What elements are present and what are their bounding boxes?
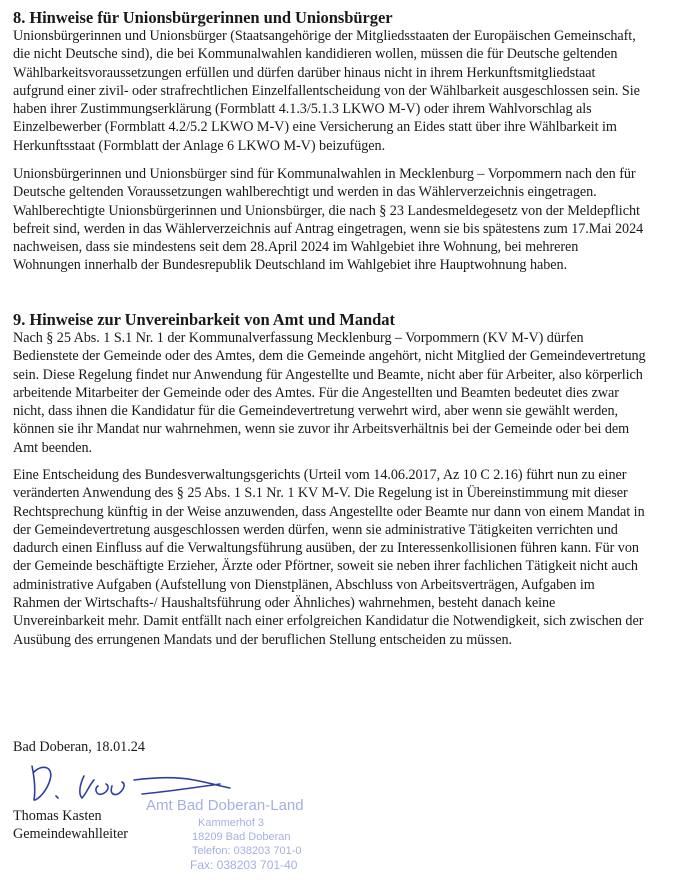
signer-block [13, 807, 128, 843]
text-line: Unvereinbarkeit mehr. Damit entfällt nach einer erfolgreichen Kandidatur die Notwendigkeit, sich zwischen der [13, 613, 644, 630]
signature-stroke [134, 778, 230, 788]
text-line: Ausübung des errungenen Mandats und der beruflichen Stellung entscheiden zu müssen. [13, 631, 512, 648]
text-line: Wahlberechtigte Unionsbürgerinnen und Unionsbürger, die nach § 23 Landesmeldegesetz von der Meldepflicht [13, 202, 640, 219]
text-line: befreit sind, werden in das Wählerverzeichnis auf Antrag eingetragen, wenn sie bis spätestens zum 17.Mai 2024 [13, 220, 644, 237]
signature-stroke [56, 796, 58, 798]
text-line: arbeitende Mitarbeiter der Gemeinde oder des Amtes. Für die Angestellten und Beamten bedeutet dies zwar [13, 384, 619, 401]
stamp-line: Fax: 038203 701-40 [190, 858, 298, 872]
section-8 [13, 8, 693, 155]
text-line: sein. Diese Regelung findet nur Anwendung für Angestellte und Beamte, nicht aber für Arbeiter, also körperlich [13, 366, 643, 383]
stamp-line: 18209 Bad Doberan [192, 831, 291, 843]
text-line: Rahmen der Wirtschafts-/ Haushaltsführung oder Ähnliches) wahrnehmen, besteht danach keine [13, 595, 556, 612]
text-line: Herkunftsstaat (Formblatt der Anlage 6 LKWO M-V) beizufügen. [13, 137, 386, 154]
section-9 [13, 310, 693, 457]
text-line: veränderten Anwendung des § 25 Abs. 1 S.1 Nr. 1 KV M-V. Die Regelung ist in Übereinstimmung mit dieser [13, 485, 628, 502]
stamp-line: Telefon: 038203 701-0 [192, 845, 302, 857]
section-9-paragraph-2 [13, 466, 693, 649]
text-line: Nach § 25 Abs. 1 S.1 Nr. 1 der Kommunalverfassung Mecklenburg – Vorpommern (KV M-V) dürfen [13, 330, 584, 346]
place-date: Bad Doberan, 18.01.24 [13, 739, 145, 755]
section-8-heading: 8. Hinweise für Unionsbürgerinnen und Unionsbürger [13, 8, 393, 27]
text-line: die nicht Deutsche sind), die bei Kommunalwahlen kandidieren wollen, müssen die für Deutsche geltenden [13, 46, 618, 63]
text-line: können sie ihr Mandat nur wahrnehmen, wenn sie zuvor ihr Arbeitsverhältnis bei der Gemeinde oder bei dem [13, 421, 630, 438]
signer-name: Thomas Kasten [13, 808, 102, 824]
signature-stroke [34, 767, 51, 800]
text-line: Amt beenden. [13, 439, 92, 456]
text-line: Bedienstete der Gemeinde oder des Amtes, dem die Gemeinde angehört, nicht Mitglied der Gemeindevertretung [13, 348, 646, 365]
text-line: Unionsbürgerinnen und Unionsbürger sind für Kommunalwahlen in Mecklenburg – Vorpommern nach den für [13, 166, 636, 182]
section-9-heading: 9. Hinweise zur Unvereinbarkeit von Amt und Mandat [13, 310, 395, 329]
text-line: Unionsbürgerinnen und Unionsbürger (Staatsangehörige der Mitgliedsstaaten der Europäischen Gemeinschaft, [13, 28, 636, 44]
official-stamp [142, 798, 352, 880]
stamp-line: Amt Bad Doberan-Land [146, 798, 304, 814]
text-line: Deutsche geltenden Voraussetzungen wahlberechtigt und werden in das Wählerverzeichnis eingetragen. [13, 184, 597, 201]
section-8-paragraph-1 [13, 27, 693, 155]
signature-stroke [142, 784, 220, 794]
text-line: aufgrund einer zivil- oder strafrechtlichen Einzelfallentscheidung von der Wählbarkeit ausgeschlossen sein. Sie [13, 82, 640, 99]
text-line: dadurch einen Einfluss auf die Verwaltungsführung ausüben, der zu Interessenkollisionen führen kann. Für von [13, 540, 639, 557]
section-8-paragraph-2 [13, 165, 693, 275]
text-line: Einzelbewerber (Formblatt 4.2/5.2 LKWO M-V) eine Versicherung an Eides statt über ihre Wählbarkeit im [13, 119, 617, 136]
text-line: Wählbarkeitsvoraussetzungen erfüllen und dürfen darüber hinaus nicht in ihrem Herkunftsmitgliedstaat [13, 64, 596, 81]
signature-stroke [111, 782, 124, 795]
section-9-paragraph-1 [13, 329, 693, 457]
text-line: administrative Aufgaben (Aufstellung von Dienstplänen, Abschluss von Arbeitsverträgen, Aufgaben im [13, 576, 595, 593]
text-line: haben ihrer Zustimmungserklärung (Formblatt 4.1.3/5.1.3 LKWO M-V) oder ihrem Wahlvorschlag als [13, 101, 592, 118]
signature-stroke [80, 776, 94, 798]
text-line: nachweisen, dass sie mindestens seit dem 28.April 2024 im Wahlgebiet ihre Wohnung, bei mehreren [13, 239, 579, 256]
signer-title: Gemeindewahlleiter [13, 826, 129, 842]
signature-stroke [96, 784, 108, 794]
text-line: der Gemeindevertretung ausgeschlossen werden dürfen, wenn sie administrative Tätigkeiten verrichten und [13, 521, 618, 538]
stamp-line: Kammerhof 3 [198, 817, 265, 829]
text-line: der Gemeinde beschäftigte Erzieher, Ärzte oder Pförtner, soweit sie neben ihrer fachlichen Tätigkeit nicht auch [13, 558, 638, 575]
handwritten-signature [24, 758, 264, 810]
text-line: Wohnungen innerhalb der Bundesrepublik Deutschland im Wahlgebiet ihre Hauptwohnung haben. [13, 257, 568, 274]
text-line: Rechtsprechung künftig in der Weise anzuwenden, dass Angestellte oder Beamte nur dann von einem Mandat in [13, 503, 645, 520]
text-line: nicht, dass ihnen die Kandidatur für die Gemeindevertretung verwehrt wird, aber wenn sie gewählt werden, [13, 403, 619, 420]
text-line: Eine Entscheidung des Bundesverwaltungsgerichts (Urteil vom 14.06.2017, Az 10 C 2.16) führt nun zu einer [13, 467, 627, 483]
